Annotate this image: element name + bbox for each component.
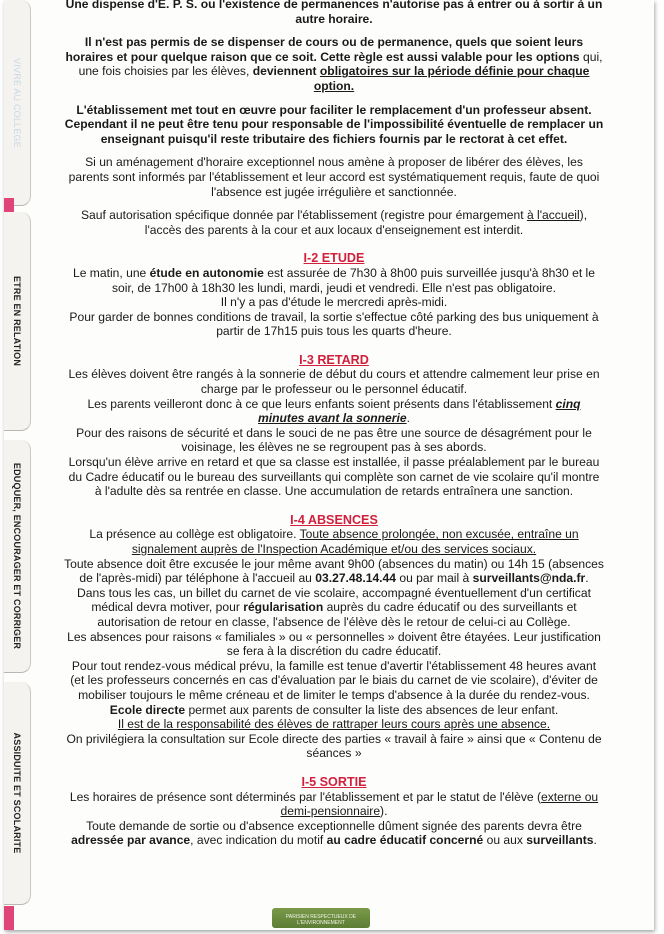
- intro-eps-paragraph: Une dispense d'E. P. S. ou l'existence de permanences n'autorise pas à entrer ou à sortir à un autre horaire.: [65, 0, 603, 26]
- side-tab-vivre-au-college[interactable]: [4, 0, 31, 206]
- retard-securite-paragraph: Pour des raisons de sécurité et dans le souci de ne pas être une source de désagrément pour le voisinage, les élèves ne se regroupent pas à ses abords.: [76, 425, 592, 455]
- intro-dispense-paragraph: Il n'est pas permis de se dispenser de cours ou de permanence, quels que soient leurs horaires et pour quelque raison que ce soit. Cette règle est aussi valable pour les options qui, une fois choisies par les élèves, deviennent obligatoires sur la période définie pour chaque option.: [65, 35, 603, 93]
- section-title-etude: I-2 ETUDE: [303, 251, 365, 266]
- absences-billet-paragraph: Dans tous les cas, un billet du carnet de vie scolaire, accompagné éventuellement d'un certificat médical devra motiver, pour régularisation auprès du cadre éducatif ou des surveillants et autorisation de retour en classe, l'absence de l'élève dès le retour de celui-ci au Collège.: [77, 585, 591, 629]
- document-page: [4, 0, 654, 930]
- side-tab-eduquer[interactable]: [4, 440, 31, 673]
- absences-medical-paragraph: Pour tout rendez-vous médical prévu, la famille est tenue d'avertir l'établissement 48 heures avant (et les professeurs concernés en cas d'évaluation par le biais du carnet de vie scolaire), d'éviter de mobiliser toujours le même créneau et de limiter le temps d'absence à la durée du rendez-vous.: [70, 658, 598, 702]
- intro-amenagement-paragraph: Si un aménagement d'horaire exceptionnel nous amène à proposer de libérer des élèves, les parents sont informés par l'établissement et leur accord est systématiquement requis, faute de quoi l'absence est jugée irrégulière et sanctionnée.: [68, 155, 600, 199]
- side-tab-label: EDUQUER, ENCOURAGER ET CORRIGER: [12, 462, 22, 650]
- absences-ecole-directe-paragraph: Ecole directe permet aux parents de consulter la liste des absences de leur enfant.: [109, 702, 559, 717]
- side-tab-assiduite[interactable]: [4, 682, 31, 905]
- stamp-text: PARISIEN RESPECTUEUX DE L'ENVIRONNEMENT: [285, 914, 357, 926]
- etude-sortie-paragraph: Pour garder de bonnes conditions de travail, la sortie s'effectue côté parking des bus uniquement à partir de 17h15 puis tous les quarts d'heure.: [69, 309, 599, 339]
- environment-stamp: [272, 908, 370, 928]
- sortie-horaires-paragraph: Les horaires de présence sont déterminés par l'établissement et par le statut de l'élève (externe ou demi-pensionnaire).: [69, 789, 599, 819]
- retard-parents-paragraph: Les parents veilleront donc à ce que leurs enfants soient présents dans l'établissement cinq minutes avant la sonnerie.: [87, 396, 581, 426]
- retard-procedure-paragraph: Lorsqu'un élève arrive en retard et que sa classe est installée, il passe préalablement par le bureau du Cadre éducatif ou le bureau des surveillants qui complète son carnet de vie scolaire qu'il montre à l'adulte dès sa rentrée en classe. Une accumulation de retards entraînera une sanction.: [68, 455, 600, 499]
- side-tab-label: VIVRE AU COLLEGE: [12, 57, 22, 148]
- contact-email: surveillants@nda.fr: [472, 571, 586, 586]
- section-title-absences: I-4 ABSENCES: [290, 512, 378, 527]
- absences-obligation-paragraph: La présence au collège est obligatoire. Toute absence prolongée, non excusée, entraîne un signalement auprès de l'Inspection Académique et/ou des services sociaux.: [89, 527, 579, 556]
- etude-paragraph: Le matin, une étude en autonomie est assurée de 7h30 à 8h00 puis surveillée jusqu'à 8h30 et le soir, de 17h00 à 18h30 les lundi, mardi, jeudi et vendredi. Elle n'est pas obligatoire.: [73, 265, 595, 295]
- etude-mercredi-paragraph: Il n'y a pas d'étude le mercredi après-midi.: [220, 295, 448, 310]
- side-tab-label: ETRE EN RELATION: [12, 275, 22, 367]
- absences-excuse-paragraph: Toute absence doit être excusée le jour même avant 9h00 (absences du matin) ou 14h 15 (absences de l'après-midi) par téléphone à l'accueil au 03.27.48.14.44 ou par mail à surveillants@nda.fr.: [64, 556, 604, 586]
- section-title-retard: I-3 RETARD: [299, 352, 369, 367]
- side-tab-etre-en-relation[interactable]: [4, 212, 31, 431]
- section-title-sortie: I-5 SORTIE: [301, 774, 367, 789]
- document-body: [64, 0, 604, 848]
- intro-remplacement-paragraph: L'établissement met tout en œuvre pour faciliter le remplacement d'un professeur absent. Cependant il ne peut être tenu pour responsable de l'impossibilité éventuelle de remplacer un enseignant puisqu'il reste tributaire des fichiers fournis par le rectorat à cet effet.: [64, 102, 604, 146]
- tab-color-marker: [4, 906, 14, 930]
- absences-consultation-paragraph: On privilégiera la consultation sur Ecole directe des parties « travail à faire » ainsi que « Contenu de séances »: [66, 731, 602, 761]
- absences-rattrapage-paragraph: Il est de la responsabilité des élèves de rattraper leurs cours après une absence.: [117, 717, 551, 732]
- sortie-demande-paragraph: Toute demande de sortie ou d'absence exceptionnelle dûment signée des parents devra être adressée par avance, avec indication du motif au cadre éducatif concerné ou aux surveillants.: [71, 818, 597, 848]
- absences-familiales-paragraph: Les absences pour raisons « familiales » ou « personnelles » doivent être étayées. Leur justification se fera à la discrétion du cadre éducatif.: [67, 629, 601, 659]
- side-tabs: [4, 0, 32, 930]
- tab-color-marker: [4, 198, 14, 212]
- intro-acces-parents-paragraph: Sauf autorisation spécifique donnée par l'établissement (registre pour émargement à l'accueil), l'accès des parents à la cour et aux locaux d'enseignement est interdit.: [80, 208, 588, 237]
- side-tab-label: ASSIDUITE ET SCOLARITE: [12, 732, 22, 854]
- retard-paragraph: Les élèves doivent être rangés à la sonnerie de début du cours et attendre calmement leur prise en charge par le professeur ou le personnel éducatif.: [68, 367, 600, 397]
